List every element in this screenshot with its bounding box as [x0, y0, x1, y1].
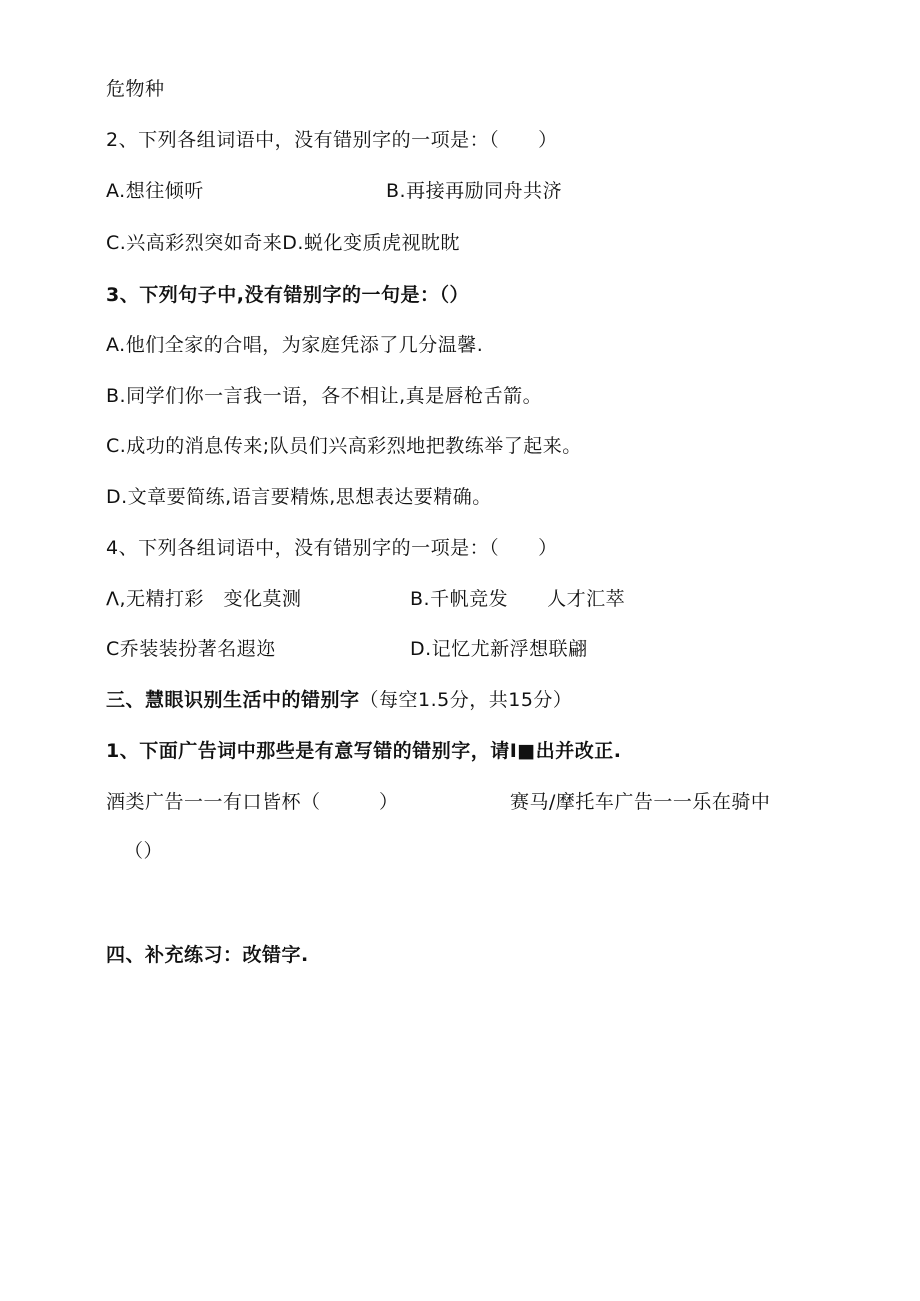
question-2-stem: 2、下列各组词语中，没有错别字的一项是：（ ）: [106, 129, 558, 151]
section-4-title: 四、补充练习：改错字.: [106, 944, 309, 966]
section-3-score-note: （每空1.5分，共15分）: [359, 689, 573, 711]
question-3-stem: 3、下列句子中,没有错别字的一句是：（）: [106, 284, 469, 306]
question-3-option-b: B.同学们你一言我一语，各不相让,真是唇枪舌箭。: [106, 385, 543, 407]
section-3-heading: [106, 687, 572, 713]
section-3-ad-2: 赛马/摩托车广告一一乐在骑中: [510, 791, 771, 813]
section-3-question-1-stem: 1、下面广告词中那些是有意写错的错别字，请I■出并改正.: [106, 740, 622, 762]
question-2-option-cd: C.兴高彩烈突如奇来D.蜕化变质虎视眈眈: [106, 232, 460, 254]
question-4-option-b: B.千帆竞发 人才汇萃: [410, 588, 626, 610]
section-3-title: 三、慧眼识别生活中的错别字: [106, 689, 360, 711]
question-4-option-a: Λ,无精打彩 变化莫测: [106, 588, 302, 610]
question-3-option-c: C.成功的消息传来;队员们兴高彩烈地把教练举了起来。: [106, 435, 582, 457]
section-3-ad-1: 酒类广告一一有口皆杯（ ）: [106, 791, 399, 813]
intro-tail-text: 危物种: [106, 78, 165, 100]
question-2-option-a: A.想往倾听: [106, 180, 204, 202]
question-4-option-c: C乔装装扮著名遐迩: [106, 638, 276, 660]
question-3-option-d: D.文章要简练,语言要精炼,思想表达要精确。: [106, 486, 492, 508]
question-4-stem: 4、下列各组词语中，没有错别字的一项是：（ ）: [106, 537, 558, 559]
question-4-option-d: D.记忆尤新浮想联翩: [410, 638, 588, 660]
section-3-ad-2-blank: （）: [124, 840, 164, 862]
question-2-option-b: B.再接再励同舟共济: [386, 180, 563, 202]
question-3-option-a: A.他们全家的合唱，为家庭凭添了几分温馨.: [106, 334, 484, 356]
